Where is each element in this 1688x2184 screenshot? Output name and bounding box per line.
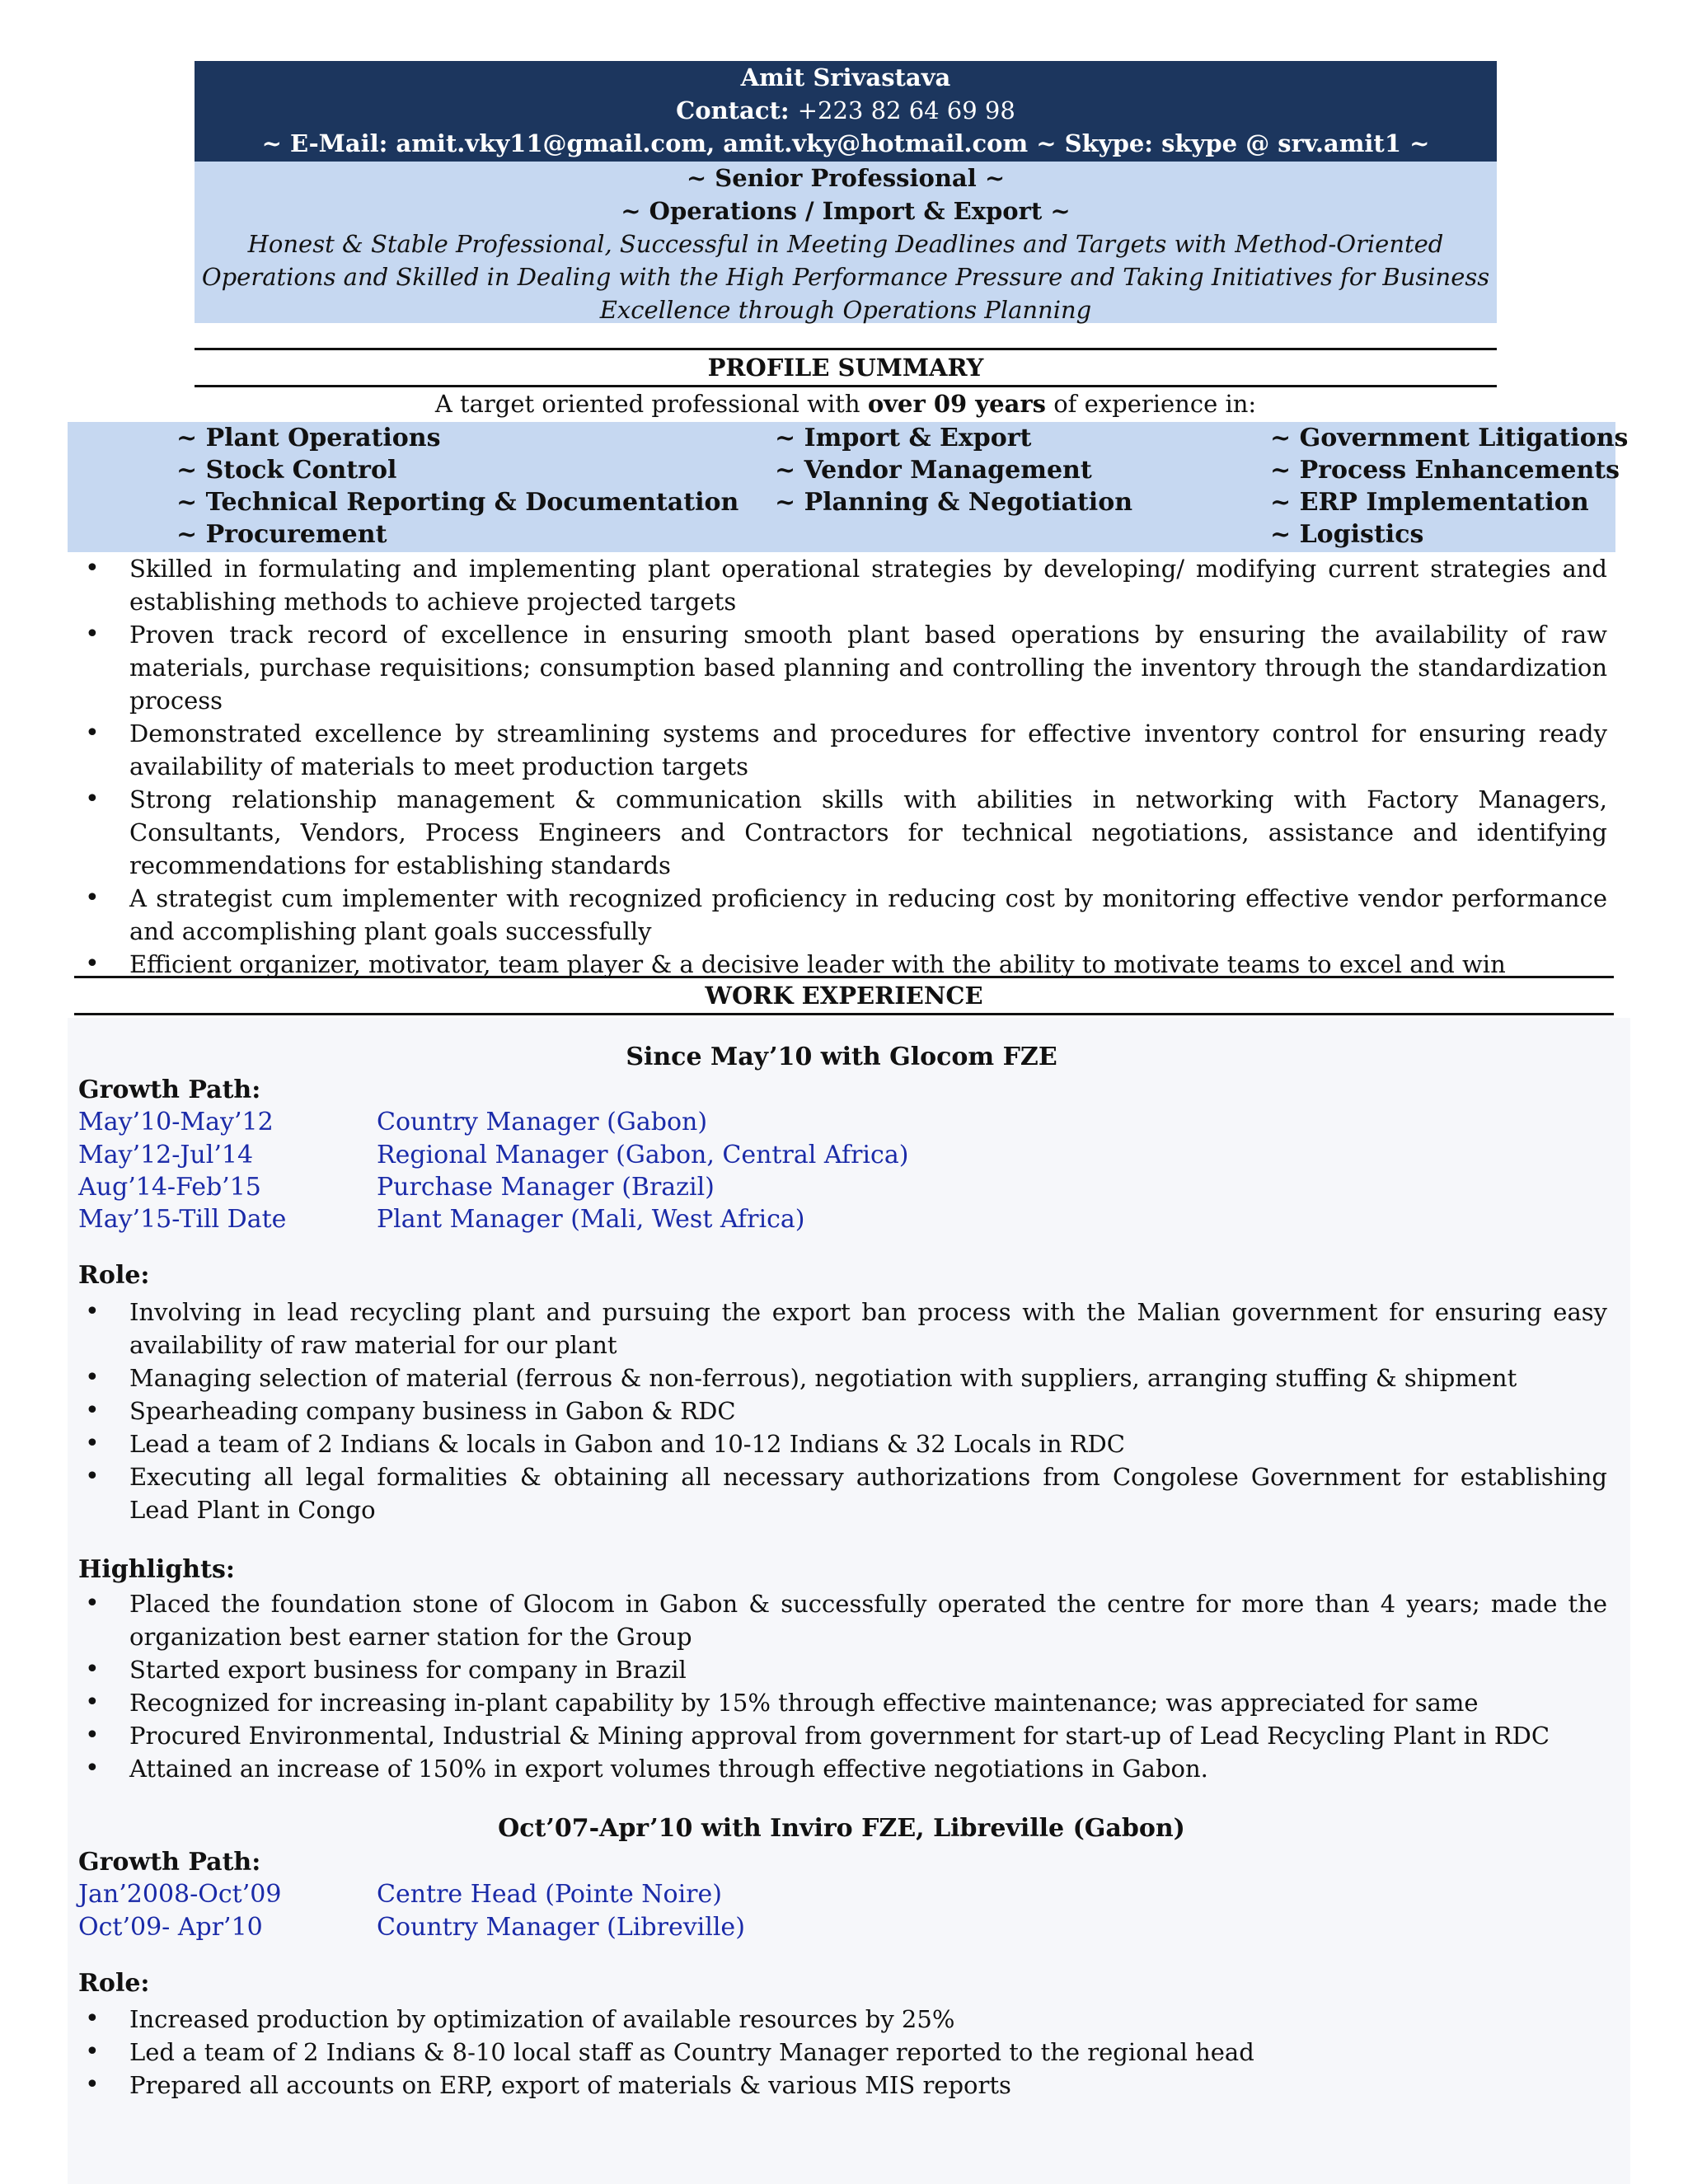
contact-label: Contact: [676, 96, 790, 124]
list-item: • Demonstrated excellence by streamlining systems and procedures for effective inventory control for ensuring ready availability of materials to meet production targets [78, 717, 1607, 783]
intro-text-end: of experience in: [1053, 390, 1257, 418]
list-item: • Skilled in formulating and implementing plant operational strategies by developing/ modifying current strategies and establishing methods to achieve projected targets [78, 552, 1607, 618]
headline-block [195, 162, 1497, 323]
role-label: Role: [78, 1261, 150, 1290]
skill-item: ~ Vendor Management [775, 456, 1092, 485]
growth-dates: Oct’09- Apr’10 [78, 1913, 263, 1942]
growth-path-row [78, 1171, 715, 1204]
growth-dates: May’10-May’12 [78, 1108, 274, 1137]
tagline: Honest & Stable Professional, Successful in Meeting Deadlines and Targets with Method-Oriented Operations and Skilled in Dealing with the High Performance Pressure and Taking Initiatives for Business Excellence through Operations Planning [201, 230, 1490, 324]
skill-item: ~ Government Litigations [1270, 424, 1629, 452]
work-experience-heading: WORK EXPERIENCE [74, 976, 1614, 1015]
skill-item: ~ Logistics [1270, 520, 1424, 549]
highlights-label: Highlights: [78, 1555, 235, 1584]
growth-path-label: Growth Path: [78, 1848, 261, 1877]
contact-header [195, 61, 1497, 162]
list-item: • Strong relationship management & communication skills with abilities in networking with Factory Managers, Consultants, Vendors, Process Engineers and Contractors for technical negotiations, assistance and identifying recommendations for establishing standards [78, 783, 1607, 882]
growth-role: Country Manager (Libreville) [377, 1913, 745, 1942]
skill-item: ~ Process Enhancements [1270, 456, 1620, 485]
skill-item: ~ Plant Operations [176, 424, 441, 452]
growth-path-label: Growth Path: [78, 1076, 261, 1104]
growth-role: Plant Manager (Mali, West Africa) [377, 1205, 805, 1234]
list-item: • Involving in lead recycling plant and pursuing the export ban process with the Malian government for ensuring easy availability of raw material for our plant [78, 1296, 1607, 1361]
list-item: • Procured Environmental, Industrial & Mining approval from government for start-up of Lead Recycling Plant in RDC [78, 1719, 1607, 1752]
intro-text: A target oriented professional with [434, 390, 860, 418]
skill-item: ~ Technical Reporting & Documentation [176, 488, 739, 517]
core-skills-band [68, 422, 1629, 552]
intro-years: over 09 years [867, 390, 1046, 418]
profile-intro [195, 387, 1497, 420]
list-item: • Started export business for company in Brazil [78, 1653, 1607, 1686]
growth-role: Purchase Manager (Brazil) [377, 1173, 715, 1202]
list-item: • Executing all legal formalities & obtaining all necessary authorizations from Congolese Government for establishing Lead Plant in Congo [78, 1460, 1607, 1526]
growth-path-row [78, 1106, 707, 1139]
contact-line [195, 94, 1497, 127]
list-item: • Increased production by optimization of available resources by 25% [78, 2003, 1607, 2036]
skill-item: ~ Import & Export [775, 424, 1032, 452]
list-item: • Led a team of 2 Indians & 8-10 local staff as Country Manager reported to the regional head [78, 2036, 1607, 2069]
role-bullets-glocom [78, 1296, 1607, 1526]
growth-dates: Jan’2008-Oct’09 [78, 1880, 282, 1909]
growth-path-row [78, 1878, 722, 1911]
list-item: • Proven track record of excellence in ensuring smooth plant based operations by ensuring the availability of raw materials, purchase requisitions; consumption based planning and controlling the inventory through the standardization process [78, 618, 1607, 717]
growth-path-row [78, 1203, 805, 1236]
growth-role: Regional Manager (Gabon, Central Africa) [377, 1141, 909, 1169]
list-item: • Prepared all accounts on ERP, export of materials & various MIS reports [78, 2069, 1607, 2102]
growth-role: Centre Head (Pointe Noire) [377, 1880, 722, 1909]
skills-column-2 [775, 422, 1132, 518]
list-item: • Efficient organizer, motivator, team player & a decisive leader with the ability to motivate teams to excel and win [78, 948, 1607, 981]
highlight-bullets [78, 1587, 1607, 1785]
seniority-title: ~ Senior Professional ~ [686, 164, 1006, 192]
candidate-name: Amit Srivastava [740, 63, 951, 91]
list-item: • Lead a team of 2 Indians & locals in Gabon and 10-12 Indians & 32 Locals in RDC [78, 1427, 1607, 1460]
job-title-glocom: Since May’10 with Glocom FZE [626, 1043, 1057, 1071]
role-label: Role: [78, 1969, 150, 1998]
job-title-inviro: Oct’07-Apr’10 with Inviro FZE, Libreville (Gabon) [498, 1814, 1185, 1843]
skill-item: ~ Stock Control [176, 456, 397, 485]
growth-path-row [78, 1139, 908, 1172]
domain-title: ~ Operations / Import & Export ~ [621, 197, 1071, 225]
contact-phone: +223 82 64 69 98 [797, 96, 1015, 124]
growth-path-row [78, 1911, 745, 1944]
list-item: • Attained an increase of 150% in export volumes through effective negotiations in Gabon. [78, 1752, 1607, 1785]
skill-item: ~ Procurement [176, 520, 387, 549]
growth-dates: May’12-Jul’14 [78, 1141, 254, 1169]
list-item: • A strategist cum implementer with recognized proficiency in reducing cost by monitoring effective vendor performance and accomplishing plant goals successfully [78, 882, 1607, 948]
list-item: • Spearheading company business in Gabon & RDC [78, 1394, 1607, 1427]
role-bullets-inviro [78, 2003, 1607, 2102]
email-skype-line: ~ E-Mail: amit.vky11@gmail.com, amit.vky@hotmail.com ~ Skype: skype @ srv.amit1 ~ [261, 129, 1430, 157]
growth-role: Country Manager (Gabon) [377, 1108, 708, 1137]
skill-item: ~ Planning & Negotiation [775, 488, 1133, 517]
growth-dates: May’15-Till Date [78, 1205, 287, 1234]
list-item: • Recognized for increasing in-plant capability by 15% through effective maintenance; was appreciated for same [78, 1686, 1607, 1719]
profile-summary-heading: PROFILE SUMMARY [195, 348, 1497, 387]
skills-column-3 [1270, 422, 1628, 551]
list-item: • Managing selection of material (ferrous & non-ferrous), negotiation with suppliers, arranging stuffing & shipment [78, 1361, 1607, 1394]
profile-bullets [78, 552, 1607, 981]
skills-column-1 [176, 422, 738, 551]
skill-item: ~ ERP Implementation [1270, 488, 1589, 517]
growth-dates: Aug’14-Feb’15 [78, 1173, 261, 1202]
list-item: • Placed the foundation stone of Glocom in Gabon & successfully operated the centre for more than 4 years; made the organization best earner station for the Group [78, 1587, 1607, 1653]
